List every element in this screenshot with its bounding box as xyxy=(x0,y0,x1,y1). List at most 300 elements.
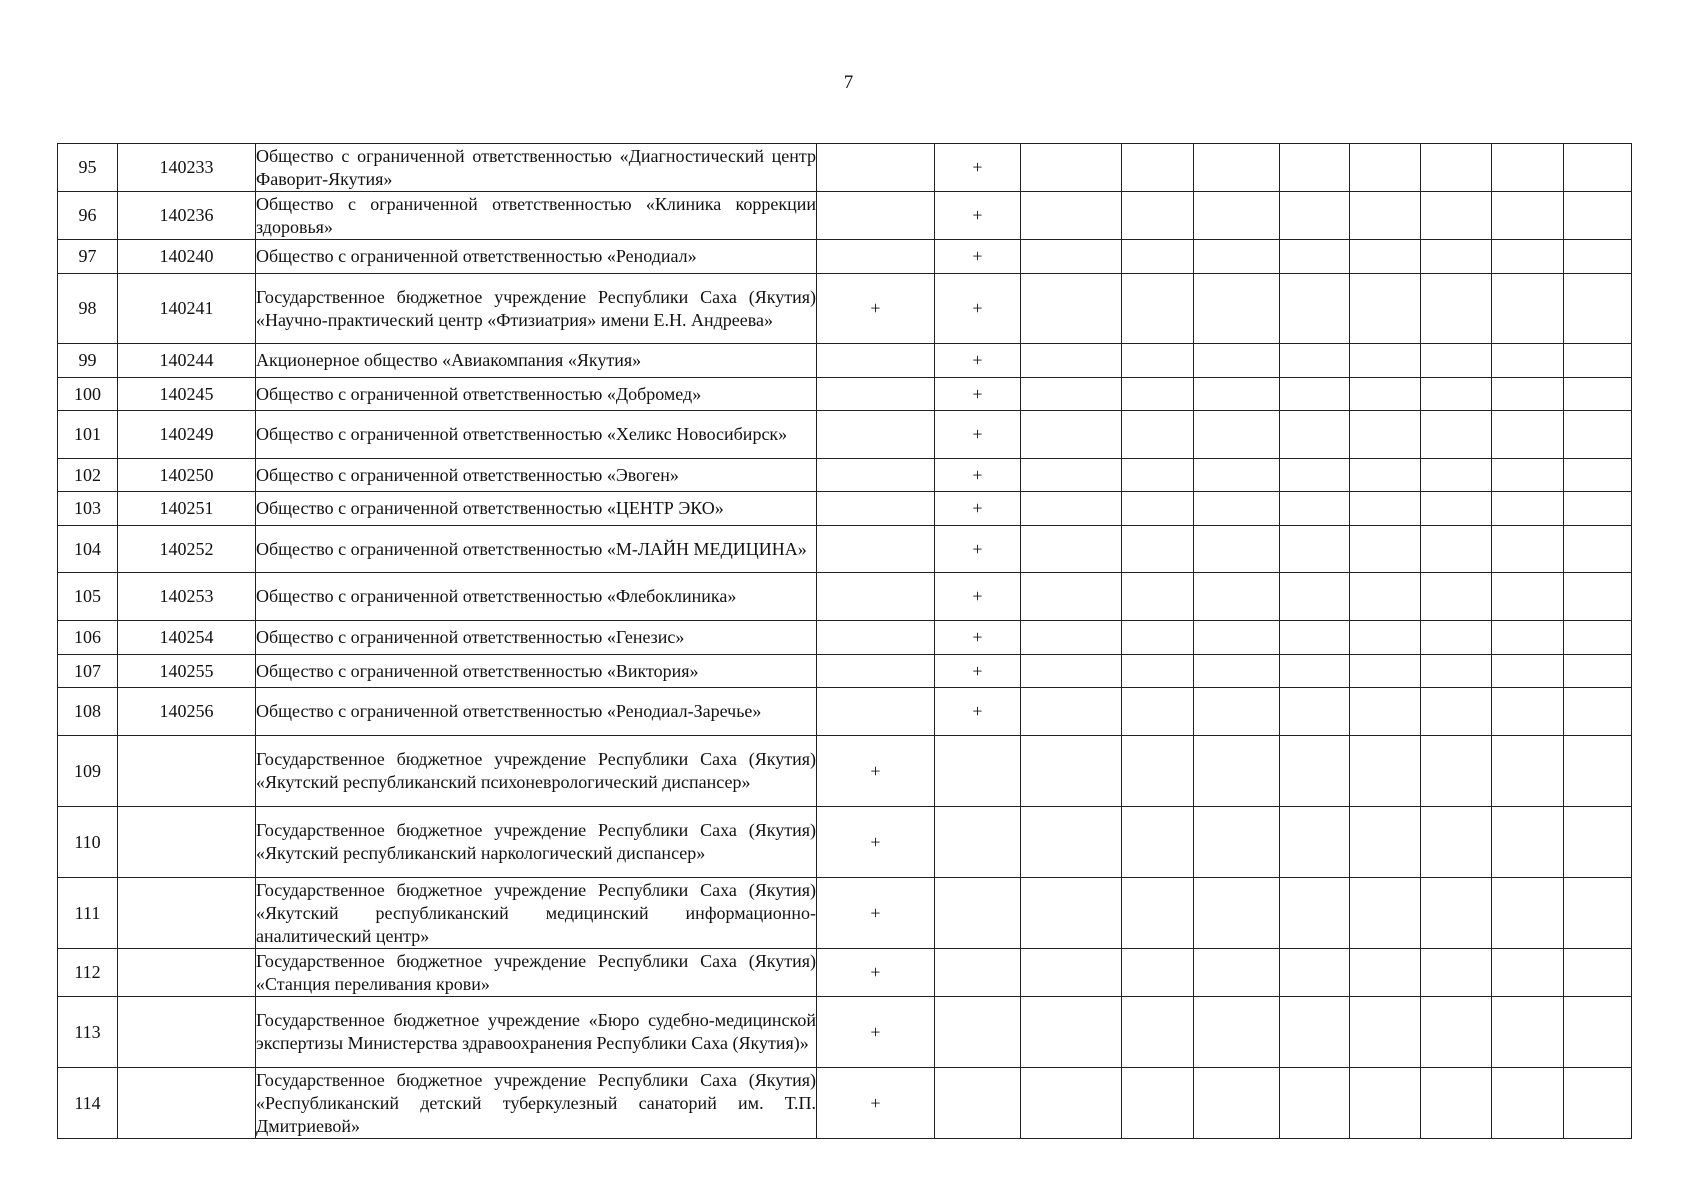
mark-cell-2: + xyxy=(935,192,1021,240)
empty-cell xyxy=(1492,274,1564,344)
empty-cell xyxy=(1492,878,1564,949)
table-row xyxy=(58,240,1632,274)
empty-cell xyxy=(1194,240,1280,274)
registry-code-cell: 140253 xyxy=(118,573,256,621)
organization-name: Общество с ограниченной ответственностью «Диагностический центр Фаворит-Якутия» xyxy=(256,145,816,189)
empty-cell xyxy=(1280,997,1350,1068)
empty-cell xyxy=(1194,949,1280,997)
mark-cell-2 xyxy=(935,949,1021,997)
empty-cell xyxy=(1021,573,1122,621)
empty-cell xyxy=(1421,573,1492,621)
organization-name-cell xyxy=(256,573,817,621)
empty-cell xyxy=(1564,240,1632,274)
table-row xyxy=(58,344,1632,378)
empty-cell xyxy=(1194,688,1280,736)
organization-name: Государственное бюджетное учреждение Республики Саха (Якутия) «Станция переливания крови» xyxy=(256,950,816,994)
organization-name-cell xyxy=(256,344,817,378)
empty-cell xyxy=(1280,736,1350,807)
empty-cell xyxy=(1021,192,1122,240)
empty-cell xyxy=(1564,526,1632,573)
empty-cell xyxy=(1280,274,1350,344)
empty-cell xyxy=(1122,688,1194,736)
registry-table xyxy=(57,143,1632,1139)
registry-code-cell: 140245 xyxy=(118,378,256,411)
registry-code-cell xyxy=(118,997,256,1068)
empty-cell xyxy=(1194,459,1280,492)
empty-cell xyxy=(1492,492,1564,526)
empty-cell xyxy=(1280,688,1350,736)
empty-cell xyxy=(1564,411,1632,459)
empty-cell xyxy=(1421,378,1492,411)
registry-code-cell: 140241 xyxy=(118,274,256,344)
empty-cell xyxy=(1350,621,1421,655)
empty-cell xyxy=(1350,411,1421,459)
empty-cell xyxy=(1122,655,1194,688)
registry-code-cell: 140233 xyxy=(118,144,256,192)
mark-cell-1 xyxy=(817,573,935,621)
mark-cell-2: + xyxy=(935,411,1021,459)
organization-name-cell xyxy=(256,807,817,878)
empty-cell xyxy=(1280,949,1350,997)
row-number-cell: 111 xyxy=(58,878,118,949)
mark-cell-1: + xyxy=(817,274,935,344)
empty-cell xyxy=(1421,274,1492,344)
organization-name: Государственное бюджетное учреждение Республики Саха (Якутия) «Научно-практический центр «Фтизиатрия» имени Е.Н. Андреева» xyxy=(256,286,816,330)
organization-name: Общество с ограниченной ответственностью «Флебоклиника» xyxy=(256,586,737,606)
table-row xyxy=(58,949,1632,997)
organization-name: Государственное бюджетное учреждение Республики Саха (Якутия) «Якутский республиканский психоневрологический диспансер» xyxy=(256,749,816,792)
empty-cell xyxy=(1492,1068,1564,1139)
empty-cell xyxy=(1492,411,1564,459)
empty-cell xyxy=(1280,621,1350,655)
empty-cell xyxy=(1421,192,1492,240)
organization-name: Акционерное общество «Авиакомпания «Якутия» xyxy=(256,350,642,370)
empty-cell xyxy=(1492,526,1564,573)
empty-cell xyxy=(1021,492,1122,526)
empty-cell xyxy=(1350,878,1421,949)
organization-name-cell xyxy=(256,274,817,344)
registry-code-cell: 140254 xyxy=(118,621,256,655)
table-row xyxy=(58,274,1632,344)
table-row xyxy=(58,655,1632,688)
empty-cell xyxy=(1350,655,1421,688)
empty-cell xyxy=(1350,274,1421,344)
organization-name-cell xyxy=(256,688,817,736)
organization-name-cell xyxy=(256,878,817,949)
empty-cell xyxy=(1280,526,1350,573)
empty-cell xyxy=(1564,807,1632,878)
empty-cell xyxy=(1122,573,1194,621)
table-row xyxy=(58,526,1632,573)
empty-cell xyxy=(1421,240,1492,274)
registry-code-cell: 140252 xyxy=(118,526,256,573)
empty-cell xyxy=(1421,144,1492,192)
empty-cell xyxy=(1421,736,1492,807)
row-number-cell: 102 xyxy=(58,459,118,492)
row-number-cell: 113 xyxy=(58,997,118,1068)
mark-cell-1: + xyxy=(817,1068,935,1139)
empty-cell xyxy=(1122,144,1194,192)
empty-cell xyxy=(1021,411,1122,459)
organization-name: Государственное бюджетное учреждение Республики Саха (Якутия) «Республиканский детский туберкулезный санаторий им. Т.П. Дмитриевой» xyxy=(256,1069,816,1136)
registry-code-cell xyxy=(118,1068,256,1139)
empty-cell xyxy=(1564,655,1632,688)
empty-cell xyxy=(1194,621,1280,655)
table-row xyxy=(58,144,1632,192)
organization-name-cell xyxy=(256,949,817,997)
empty-cell xyxy=(1280,411,1350,459)
registry-code-cell: 140250 xyxy=(118,459,256,492)
registry-code-cell: 140255 xyxy=(118,655,256,688)
table-row xyxy=(58,1068,1632,1139)
organization-name: Общество с ограниченной ответственностью «Эвоген» xyxy=(256,464,679,485)
mark-cell-1 xyxy=(817,192,935,240)
row-number-cell: 96 xyxy=(58,192,118,240)
empty-cell xyxy=(1280,1068,1350,1139)
empty-cell xyxy=(1350,688,1421,736)
empty-cell xyxy=(1122,378,1194,411)
organization-name: Государственное бюджетное учреждение Республики Саха (Якутия) «Якутский республиканский медицинский информационно-аналитический центр» xyxy=(256,879,816,946)
empty-cell xyxy=(1350,807,1421,878)
empty-cell xyxy=(1122,997,1194,1068)
empty-cell xyxy=(1021,144,1122,192)
mark-cell-2: + xyxy=(935,621,1021,655)
empty-cell xyxy=(1421,1068,1492,1139)
organization-name: Общество с ограниченной ответственностью «Клиника коррекции здоровья» xyxy=(256,193,816,237)
mark-cell-1 xyxy=(817,526,935,573)
empty-cell xyxy=(1564,378,1632,411)
registry-code-cell xyxy=(118,878,256,949)
mark-cell-2: + xyxy=(935,688,1021,736)
mark-cell-1: + xyxy=(817,997,935,1068)
organization-name: Общество с ограниченной ответственностью «ЦЕНТР ЭКО» xyxy=(256,498,724,518)
empty-cell xyxy=(1194,997,1280,1068)
empty-cell xyxy=(1492,240,1564,274)
empty-cell xyxy=(1564,492,1632,526)
row-number-cell: 114 xyxy=(58,1068,118,1139)
empty-cell xyxy=(1350,997,1421,1068)
row-number-cell: 112 xyxy=(58,949,118,997)
empty-cell xyxy=(1194,378,1280,411)
organization-name: Государственное бюджетное учреждение Республики Саха (Якутия) «Якутский республиканский наркологический диспансер» xyxy=(256,820,816,863)
empty-cell xyxy=(1021,240,1122,274)
organization-name-cell xyxy=(256,655,817,688)
registry-code-cell: 140240 xyxy=(118,240,256,274)
row-number-cell: 109 xyxy=(58,736,118,807)
empty-cell xyxy=(1421,621,1492,655)
empty-cell xyxy=(1194,144,1280,192)
empty-cell xyxy=(1421,459,1492,492)
empty-cell xyxy=(1194,807,1280,878)
registry-code-cell xyxy=(118,807,256,878)
mark-cell-1: + xyxy=(817,807,935,878)
organization-name-cell xyxy=(256,144,817,192)
empty-cell xyxy=(1280,344,1350,378)
empty-cell xyxy=(1492,621,1564,655)
empty-cell xyxy=(1122,344,1194,378)
empty-cell xyxy=(1492,192,1564,240)
empty-cell xyxy=(1122,274,1194,344)
row-number-cell: 110 xyxy=(58,807,118,878)
empty-cell xyxy=(1421,492,1492,526)
empty-cell xyxy=(1021,621,1122,655)
table-row xyxy=(58,997,1632,1068)
empty-cell xyxy=(1280,378,1350,411)
empty-cell xyxy=(1564,573,1632,621)
mark-cell-1 xyxy=(817,688,935,736)
row-number-cell: 106 xyxy=(58,621,118,655)
empty-cell xyxy=(1421,688,1492,736)
row-number-cell: 108 xyxy=(58,688,118,736)
empty-cell xyxy=(1350,492,1421,526)
table-row xyxy=(58,459,1632,492)
table-row xyxy=(58,411,1632,459)
empty-cell xyxy=(1021,378,1122,411)
mark-cell-2 xyxy=(935,807,1021,878)
row-number-cell: 103 xyxy=(58,492,118,526)
empty-cell xyxy=(1564,192,1632,240)
table-row xyxy=(58,192,1632,240)
organization-name: Общество с ограниченной ответственностью «Хеликс Новосибирск» xyxy=(256,424,788,444)
table-row xyxy=(58,807,1632,878)
empty-cell xyxy=(1350,378,1421,411)
empty-cell xyxy=(1564,949,1632,997)
empty-cell xyxy=(1021,344,1122,378)
organization-name: Общество с ограниченной ответственностью «Добромед» xyxy=(256,383,702,404)
table-row xyxy=(58,688,1632,736)
empty-cell xyxy=(1280,492,1350,526)
row-number-cell: 104 xyxy=(58,526,118,573)
empty-cell xyxy=(1350,459,1421,492)
empty-cell xyxy=(1350,192,1421,240)
mark-cell-2: + xyxy=(935,344,1021,378)
organization-name: Общество с ограниченной ответственностью «Ренодиал» xyxy=(256,246,697,266)
mark-cell-2 xyxy=(935,1068,1021,1139)
empty-cell xyxy=(1194,192,1280,240)
mark-cell-2: + xyxy=(935,459,1021,492)
empty-cell xyxy=(1492,459,1564,492)
empty-cell xyxy=(1350,736,1421,807)
organization-name-cell xyxy=(256,997,817,1068)
empty-cell xyxy=(1194,492,1280,526)
empty-cell xyxy=(1492,655,1564,688)
empty-cell xyxy=(1194,344,1280,378)
empty-cell xyxy=(1492,688,1564,736)
mark-cell-1 xyxy=(817,411,935,459)
empty-cell xyxy=(1021,878,1122,949)
empty-cell xyxy=(1280,240,1350,274)
empty-cell xyxy=(1021,526,1122,573)
empty-cell xyxy=(1021,655,1122,688)
empty-cell xyxy=(1350,949,1421,997)
empty-cell xyxy=(1194,274,1280,344)
registry-code-cell xyxy=(118,949,256,997)
empty-cell xyxy=(1280,655,1350,688)
empty-cell xyxy=(1280,807,1350,878)
mark-cell-1 xyxy=(817,144,935,192)
empty-cell xyxy=(1021,1068,1122,1139)
empty-cell xyxy=(1021,736,1122,807)
row-number-cell: 100 xyxy=(58,378,118,411)
mark-cell-1 xyxy=(817,378,935,411)
organization-name: Общество с ограниченной ответственностью «М-ЛАЙН МЕДИЦИНА» xyxy=(256,538,807,559)
empty-cell xyxy=(1564,688,1632,736)
table-row xyxy=(58,378,1632,411)
table-row xyxy=(58,573,1632,621)
empty-cell xyxy=(1564,736,1632,807)
empty-cell xyxy=(1122,878,1194,949)
organization-name-cell xyxy=(256,378,817,411)
empty-cell xyxy=(1492,573,1564,621)
table-row xyxy=(58,621,1632,655)
mark-cell-2: + xyxy=(935,144,1021,192)
empty-cell xyxy=(1421,411,1492,459)
registry-code-cell: 140256 xyxy=(118,688,256,736)
mark-cell-2: + xyxy=(935,655,1021,688)
registry-code-cell: 140244 xyxy=(118,344,256,378)
empty-cell xyxy=(1492,736,1564,807)
empty-cell xyxy=(1492,344,1564,378)
empty-cell xyxy=(1122,736,1194,807)
row-number-cell: 99 xyxy=(58,344,118,378)
table-row xyxy=(58,878,1632,949)
organization-name-cell xyxy=(256,621,817,655)
empty-cell xyxy=(1194,878,1280,949)
empty-cell xyxy=(1350,344,1421,378)
row-number-cell: 97 xyxy=(58,240,118,274)
organization-name: Общество с ограниченной ответственностью «Виктория» xyxy=(256,660,699,681)
organization-name-cell xyxy=(256,459,817,492)
empty-cell xyxy=(1492,807,1564,878)
empty-cell xyxy=(1122,1068,1194,1139)
mark-cell-1 xyxy=(817,459,935,492)
table-body xyxy=(58,144,1632,1139)
organization-name: Государственное бюджетное учреждение «Бюро судебно-медицинской экспертизы Министерства здравоохранения Республики Саха (Якутия)» xyxy=(256,1010,816,1053)
organization-name-cell xyxy=(256,192,817,240)
empty-cell xyxy=(1564,997,1632,1068)
row-number-cell: 98 xyxy=(58,274,118,344)
mark-cell-2: + xyxy=(935,274,1021,344)
table-row xyxy=(58,736,1632,807)
empty-cell xyxy=(1421,526,1492,573)
empty-cell xyxy=(1350,144,1421,192)
organization-name-cell xyxy=(256,411,817,459)
empty-cell xyxy=(1021,807,1122,878)
mark-cell-1 xyxy=(817,492,935,526)
organization-name-cell xyxy=(256,492,817,526)
empty-cell xyxy=(1021,274,1122,344)
empty-cell xyxy=(1194,526,1280,573)
registry-code-cell xyxy=(118,736,256,807)
empty-cell xyxy=(1350,526,1421,573)
mark-cell-2 xyxy=(935,736,1021,807)
empty-cell xyxy=(1421,344,1492,378)
empty-cell xyxy=(1194,573,1280,621)
empty-cell xyxy=(1564,621,1632,655)
empty-cell xyxy=(1021,459,1122,492)
mark-cell-1: + xyxy=(817,878,935,949)
empty-cell xyxy=(1421,997,1492,1068)
empty-cell xyxy=(1492,378,1564,411)
empty-cell xyxy=(1492,949,1564,997)
empty-cell xyxy=(1564,459,1632,492)
mark-cell-2: + xyxy=(935,573,1021,621)
empty-cell xyxy=(1564,344,1632,378)
empty-cell xyxy=(1564,1068,1632,1139)
organization-name: Общество с ограниченной ответственностью «Генезис» xyxy=(256,627,685,647)
empty-cell xyxy=(1194,1068,1280,1139)
empty-cell xyxy=(1492,144,1564,192)
page-number: 7 xyxy=(843,72,854,93)
empty-cell xyxy=(1122,240,1194,274)
organization-name-cell xyxy=(256,1068,817,1139)
table-row xyxy=(58,492,1632,526)
mark-cell-1 xyxy=(817,344,935,378)
empty-cell xyxy=(1021,688,1122,736)
empty-cell xyxy=(1194,736,1280,807)
mark-cell-2: + xyxy=(935,492,1021,526)
empty-cell xyxy=(1350,573,1421,621)
registry-code-cell: 140251 xyxy=(118,492,256,526)
empty-cell xyxy=(1564,144,1632,192)
mark-cell-1 xyxy=(817,621,935,655)
empty-cell xyxy=(1122,526,1194,573)
mark-cell-1 xyxy=(817,655,935,688)
empty-cell xyxy=(1280,878,1350,949)
empty-cell xyxy=(1194,411,1280,459)
organization-name: Общество с ограниченной ответственностью «Ренодиал-Заречье» xyxy=(256,701,762,721)
mark-cell-2 xyxy=(935,878,1021,949)
organization-name-cell xyxy=(256,240,817,274)
empty-cell xyxy=(1280,192,1350,240)
mark-cell-1: + xyxy=(817,736,935,807)
empty-cell xyxy=(1280,573,1350,621)
empty-cell xyxy=(1564,274,1632,344)
empty-cell xyxy=(1122,807,1194,878)
empty-cell xyxy=(1350,1068,1421,1139)
mark-cell-2: + xyxy=(935,240,1021,274)
empty-cell xyxy=(1122,459,1194,492)
empty-cell xyxy=(1122,621,1194,655)
mark-cell-1 xyxy=(817,240,935,274)
row-number-cell: 107 xyxy=(58,655,118,688)
organization-name-cell xyxy=(256,736,817,807)
empty-cell xyxy=(1350,240,1421,274)
empty-cell xyxy=(1421,807,1492,878)
empty-cell xyxy=(1492,997,1564,1068)
empty-cell xyxy=(1421,878,1492,949)
empty-cell xyxy=(1122,949,1194,997)
mark-cell-2: + xyxy=(935,378,1021,411)
row-number-cell: 95 xyxy=(58,144,118,192)
mark-cell-2 xyxy=(935,997,1021,1068)
organization-name-cell xyxy=(256,526,817,573)
empty-cell xyxy=(1122,411,1194,459)
empty-cell xyxy=(1564,878,1632,949)
row-number-cell: 101 xyxy=(58,411,118,459)
registry-code-cell: 140249 xyxy=(118,411,256,459)
mark-cell-1: + xyxy=(817,949,935,997)
empty-cell xyxy=(1421,949,1492,997)
empty-cell xyxy=(1122,192,1194,240)
empty-cell xyxy=(1280,144,1350,192)
empty-cell xyxy=(1122,492,1194,526)
empty-cell xyxy=(1194,655,1280,688)
registry-code-cell: 140236 xyxy=(118,192,256,240)
empty-cell xyxy=(1280,459,1350,492)
empty-cell xyxy=(1421,655,1492,688)
empty-cell xyxy=(1021,949,1122,997)
